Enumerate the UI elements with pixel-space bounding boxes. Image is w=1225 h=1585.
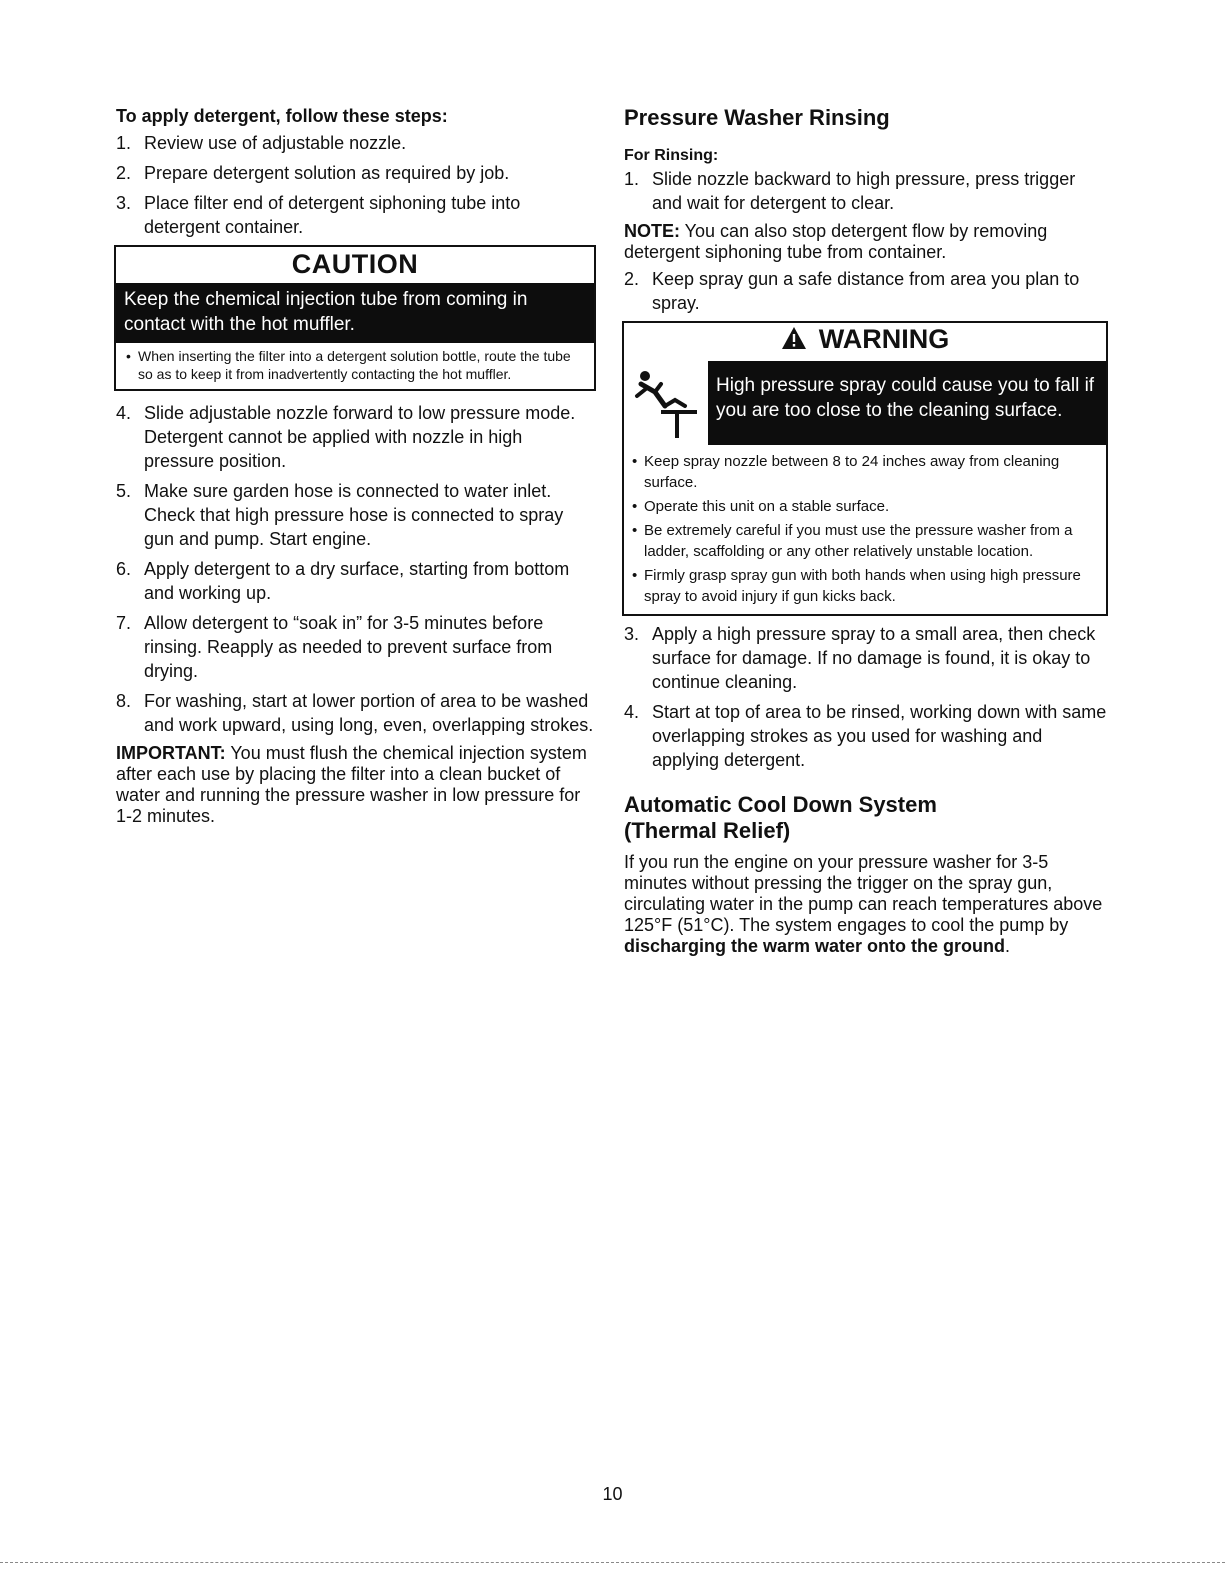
- list-item: [624, 267, 1108, 315]
- important-text: You must flush the chemical injection system after each use by placing the filter into a clean bucket of water and running the pressure washer in low pressure for 1-2 minutes.: [116, 743, 587, 826]
- important-note: [116, 743, 594, 827]
- step-text: Apply detergent to a dry surface, starting from bottom and working up.: [144, 559, 570, 603]
- caution-title: CAUTION: [291, 249, 419, 279]
- step-number: 3.: [624, 624, 640, 644]
- step-text: Make sure garden hose is connected to water inlet. Check that high pressure hose is connected to spray gun and pump. Start engine.: [144, 481, 564, 549]
- list-item: • When inserting the filter into a detergent solution bottle, route the tube so as to keep it from inadvertently contacting the hot muffler.: [124, 347, 586, 383]
- right-column: [624, 105, 1108, 957]
- warning-bullets: [624, 445, 1106, 614]
- cool-down-section: [624, 792, 1108, 957]
- steps-intro: To apply detergent, follow these steps:: [116, 106, 448, 126]
- step-text: Slide adjustable nozzle forward to low pressure mode. Detergent cannot be applied with nozzle in high pressure position.: [144, 403, 576, 471]
- step-text: Place filter end of detergent siphoning tube into detergent container.: [144, 193, 521, 237]
- step-number: 8.: [116, 691, 132, 711]
- list-item: [116, 557, 594, 605]
- rinsing-heading: Pressure Washer Rinsing: [624, 105, 890, 130]
- step-text: Slide nozzle backward to high pressure, press trigger and wait for detergent to clear.: [652, 169, 1076, 213]
- list-item: • Operate this unit on a stable surface.: [630, 496, 1100, 517]
- note-label: NOTE:: [624, 221, 680, 241]
- warning-box: [622, 321, 1108, 616]
- warning-banner-row: [624, 361, 1106, 445]
- fall-hazard-icon: [624, 361, 708, 445]
- heading-line-2: (Thermal Relief): [624, 818, 791, 843]
- list-item: [116, 689, 594, 737]
- steps-list-b: [116, 401, 594, 737]
- page-number: 10: [602, 1484, 623, 1504]
- rinsing-subheading: For Rinsing:: [624, 147, 719, 164]
- list-item: [624, 167, 1108, 215]
- warning-triangle-icon: [781, 326, 807, 357]
- steps-list-a: [116, 131, 594, 239]
- list-item: [116, 401, 594, 473]
- rinsing-steps-c: [624, 622, 1108, 772]
- step-number: 6.: [116, 559, 132, 579]
- important-label: IMPORTANT:: [116, 743, 226, 763]
- step-number: 1.: [116, 133, 132, 153]
- list-item: [116, 131, 594, 155]
- left-column: [116, 105, 594, 827]
- paragraph-end: .: [1005, 936, 1011, 956]
- list-item: [116, 191, 594, 239]
- step-text: Start at top of area to be rinsed, working down with same overlapping strokes as you used for washing and applying detergent.: [652, 702, 1107, 770]
- step-number: 4.: [624, 702, 640, 722]
- warning-title-row: [624, 323, 1106, 361]
- warning-banner: High pressure spray could cause you to fall if you are too close to the cleaning surface.: [708, 361, 1106, 445]
- note-text: You can also stop detergent flow by removing detergent siphoning tube from container.: [624, 221, 1048, 262]
- step-text: Prepare detergent solution as required by job.: [144, 163, 510, 183]
- step-text: Allow detergent to “soak in” for 3-5 minutes before rinsing. Reapply as needed to prevent surface from drying.: [144, 613, 553, 681]
- cool-down-heading: [624, 792, 1108, 844]
- heading-line-1: Automatic Cool Down System: [624, 792, 937, 817]
- step-number: 2.: [116, 163, 132, 183]
- list-item: [624, 700, 1108, 772]
- step-number: 3.: [116, 193, 132, 213]
- cool-down-paragraph: [624, 852, 1108, 957]
- paragraph-text: If you run the engine on your pressure washer for 3-5 minutes without pressing the trigger on the spray gun, circulating water in the pump can reach temperatures above 125°F (51°C). The system engages to cool the pump by: [624, 852, 1103, 935]
- list-item: • Firmly grasp spray gun with both hands when using high pressure spray to avoid injury if gun kicks back.: [630, 565, 1100, 607]
- rinsing-step-2: [624, 267, 1108, 315]
- step-number: 5.: [116, 481, 132, 501]
- list-item: [624, 622, 1108, 694]
- list-item: [116, 479, 594, 551]
- caution-banner: Keep the chemical injection tube from coming in contact with the hot muffler.: [116, 283, 594, 343]
- step-number: 1.: [624, 169, 640, 189]
- step-number: 7.: [116, 613, 132, 633]
- rinsing-note: [624, 221, 1108, 263]
- list-item: • Be extremely careful if you must use the pressure washer from a ladder, scaffolding or any other relatively unstable location.: [630, 520, 1100, 562]
- caution-bullets: [116, 343, 594, 389]
- step-text: Review use of adjustable nozzle.: [144, 133, 407, 153]
- list-item: [116, 161, 594, 185]
- paragraph-bold: discharging the warm water onto the ground: [624, 936, 1006, 956]
- step-text: Keep spray gun a safe distance from area you plan to spray.: [652, 269, 1080, 313]
- list-item: [116, 611, 594, 683]
- warning-title: WARNING: [818, 324, 950, 354]
- bottom-divider: [0, 1562, 1225, 1563]
- list-item: • Keep spray nozzle between 8 to 24 inches away from cleaning surface.: [630, 451, 1100, 493]
- step-number: 2.: [624, 269, 640, 289]
- step-text: For washing, start at lower portion of area to be washed and work upward, using long, even, overlapping strokes.: [144, 691, 594, 735]
- rinsing-step-1: [624, 167, 1108, 215]
- step-number: 4.: [116, 403, 132, 423]
- caution-box: [114, 245, 596, 391]
- step-text: Apply a high pressure spray to a small area, then check surface for damage. If no damage is found, it is okay to continue cleaning.: [652, 624, 1096, 692]
